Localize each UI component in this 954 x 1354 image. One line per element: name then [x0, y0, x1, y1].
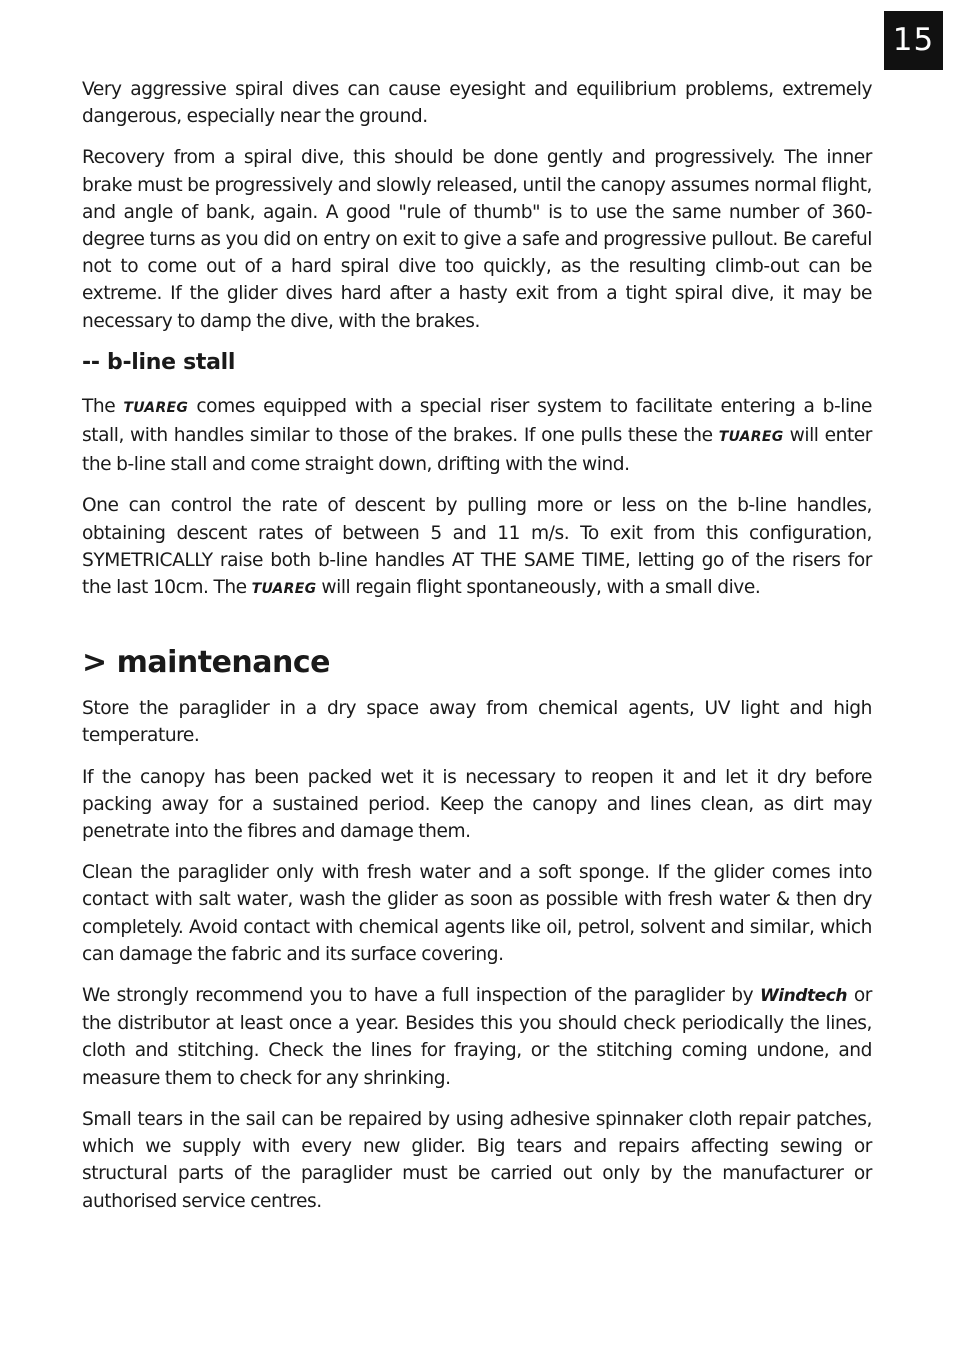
brand-name: TUAREG: [123, 399, 189, 416]
brand-name: TUAREG: [718, 429, 784, 446]
maintenance-paragraph-2: If the canopy has been packed wet it is necessary to reopen it and let it dry before packing away for a sustained period. Keep the canopy and lines clean, as dirt may penetrate into the fibres and damage them.: [82, 766, 872, 843]
company-name: Windtech: [759, 986, 848, 1007]
bline-stall-heading: -- b-line stall: [82, 349, 236, 375]
spiral-paragraph-1: Very aggressive spiral dives can cause eyesight and equilibrium problems, extremely dangerous, especially near the ground.: [82, 79, 872, 128]
maintenance-paragraph-1: Store the paraglider in a dry space away from chemical agents, UV light and high temperature.: [82, 698, 872, 747]
spiral-paragraph-2: Recovery from a spiral dive, this should be done gently and progressively. The inner brake must be progressively and slowly released, until the canopy assumes normal flight, and angle of bank, again. A good "rule of thumb" is to use the same number of 360-degree turns as you did on entry on exit to give a safe and progressive pullout. Be careful not to come out of a hard spiral dive too quickly, as the resulting climb-out can be extreme. If the glider dives hard after a hasty exit from a tight spiral dive, it may be necessary to damp the dive, with the brakes.: [82, 147, 872, 332]
maintenance-heading: > maintenance: [82, 645, 331, 681]
text-run: We strongly recommend you to have a full inspection of the paraglider by: [82, 985, 760, 1007]
maintenance-paragraph-3: Clean the paraglider only with fresh water and a soft sponge. If the glider comes into contact with salt water, wash the glider as soon as possible with fresh water & then dry completely. Avoid contact with chemical agents like oil, petrol, solvent and similar, which can damage the fabric and its surface covering.: [82, 862, 872, 965]
bline-paragraph-1: [82, 393, 872, 479]
text-run: or the distributor at least once a year. Besides this you should check periodically the lines, cloth and stitching. Check the lines for fraying, or the stitching coming undone, and measure them to check for any shrinking.: [82, 985, 872, 1089]
text-run: comes equipped with a special riser system to facilitate entering a b-line stall, with handles similar to those of the brakes. If one pulls these the: [82, 395, 872, 447]
text-run: The: [82, 395, 124, 417]
text-run: will enter the b-line stall and come straight down, drifting with the wind.: [82, 425, 872, 476]
maintenance-paragraph-5: Small tears in the sail can be repaired by using adhesive spinnaker cloth repair patches, which we supply with every new glider. Big tears and repairs affecting sewing or structural parts of the paraglider must be carried out only by the manufacturer or authorised service centres.: [82, 1108, 872, 1212]
page-content: [82, 76, 872, 1229]
maintenance-paragraph-4: [82, 982, 872, 1092]
text-run: will regain flight spontaneously, with a small dive.: [316, 577, 761, 599]
bline-paragraph-2: [82, 492, 872, 603]
page-number: 15: [884, 11, 943, 70]
brand-name: TUAREG: [251, 581, 317, 598]
text-run: One can control the rate of descent by pulling more or less on the b-line handles, obtaining descent rates of between 5 and 11 m/s. To exit from this configuration, SYMETRICALLY raise both b-line handles AT THE SAME TIME, letting go of the risers for the last 10cm. The: [82, 495, 872, 599]
